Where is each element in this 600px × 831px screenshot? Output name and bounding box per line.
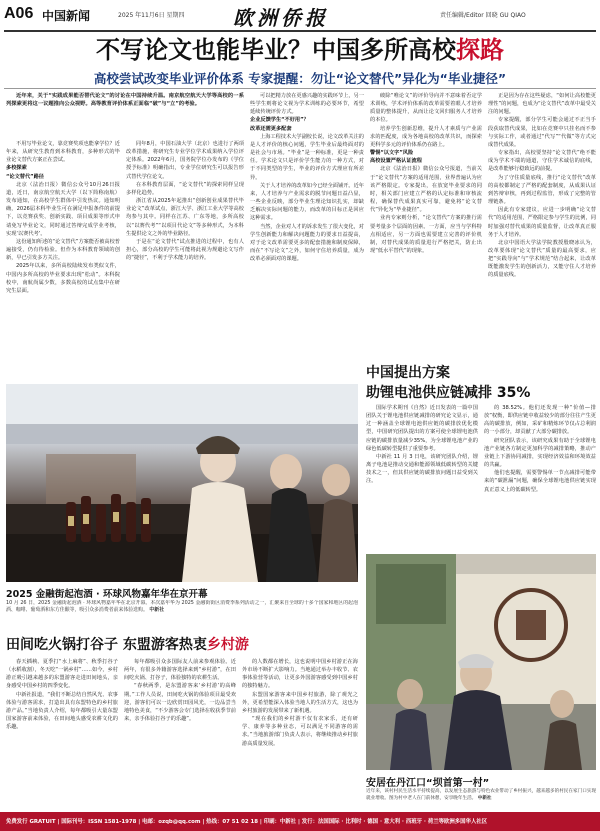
paragraph: 2025年以来，多所高校陆续发布类似文件，中国内多所高校的毕业要求出现“松动”。本科院校中，南航尚属少数，多数高校的试点集中在研究生层面。	[6, 263, 120, 294]
paragraph: 的人数都在增长，这也说明中国乡村游正在海外市场不断扩大影响力。当地通过举办丰收节、农事体验营等活动，让更多外国游客感受到中国乡村的独特魅力。	[242, 659, 358, 690]
lead-column-4	[370, 92, 482, 376]
battery-headline-2: 助锂电池供应链减排 35%	[366, 385, 531, 401]
battery-column-2	[484, 404, 596, 550]
page-number: A06	[4, 5, 34, 22]
footer-bar	[0, 812, 600, 831]
photo-credit: 中新社	[477, 796, 492, 801]
caption-text: 近年来，该村村民生活水平持续提高，以发展生态旅游与特色农业带动了乡村振兴，越来越多的村民在家门口实现就业增收。图为村中老人在门前休憩，安享晚年生活。	[366, 789, 596, 801]
editor-credit: 责任编辑/Editor 回晓 GU QIAO	[440, 12, 526, 19]
paragraph: 在本科教育层面，“论文替代”的探索同样呈现多样化趋势。	[126, 181, 244, 196]
battery-column-1	[366, 404, 478, 550]
village-title: 安居在丹江口“坝首第一村”	[366, 778, 490, 789]
hotpot-headline	[6, 636, 358, 654]
headline-main: 田间吃火锅打谷子 东盟游客热衷	[6, 637, 207, 653]
subhead: 高校设置严格认证流程	[370, 158, 422, 165]
paragraph: 每年都吸引众多国际友人前来参观体验。近两年，有很多外籍游客选择来到“乡村游”，在田间吃火锅、打谷子，体验独特的农耕生活。	[124, 659, 236, 682]
paragraph: 为了守住质量底线，推行“论文替代”改革的高校都制定了严格的配套制度，从成果认证到答辩审核，再到过程监管，形成了完整的管理链条。	[488, 174, 596, 206]
paragraph: 他们也提醒，需要警惕单一节点减排可能带来的“碳泄漏”问题，确保全球锂电池供应链实现真正意义上的低碳转型。	[484, 470, 596, 493]
lead-column-5	[488, 92, 596, 354]
issue-date: 2025 年11月6日 星期四	[118, 12, 185, 19]
paragraph: 国际学术期刊《自然》近日发表的一篇中国团队关于锂电池供应链减排的研究论文显示，通过一种涵盖全球锂电池供应链的碳排放优化模型，中国研究团队提出的方案可使全球锂电池供应链的碳排放量减少35%，为全球锂电池产业的绿色低碳转型提供了重要参考。	[366, 405, 478, 452]
wine-fair-caption	[6, 600, 358, 630]
hotpot-column-3	[242, 658, 358, 806]
lead-subhead: 高校尝试改变毕业评价体系 专家提醒：勿让“论文替代”异化为“毕业捷径”	[93, 71, 507, 86]
wine-fair-photo	[6, 384, 358, 582]
paragraph: 的 38.52%。他们还发现一种“价值—排放”权衡，即供应链中收益较少的部分往往产生更高的碳排放，例如，采矿和精炼环节仅占总利润的一小部分，却贡献了大部分碳排放。	[484, 405, 596, 436]
headline-highlight: 探路	[456, 36, 504, 64]
paragraph: 业内专家则分析，“论文替代”方案的推行需要考量多个层面的因素。一方面，应当与学科特点相适应，另一方面也需要建立完善的评价机制，对替代成果的质量进行严格把关，防止出现“低水平替代”的现象。	[370, 215, 482, 254]
paragraph: 专家指出，高校要坚持“论文替代”绝不能成为学术不端的通道，守住学术诚信的底线，是改革能够行稳致远的前提。	[488, 150, 596, 173]
village-caption	[366, 788, 596, 810]
hotpot-column-2	[124, 658, 236, 806]
subhead: “论文替代”路径	[6, 173, 44, 180]
lead-headline	[4, 36, 596, 64]
paragraph: 中新社报道，“我们不断总结自然风光、农事体验与游客需求，打造出具有东盟特色的乡村旅游产品。”当地负责人介绍，每年都吸引大量东盟国家游客前来体验，在田间地头感受农耕文化的乐趣。	[6, 691, 118, 731]
photo-credit: 中新社	[149, 607, 165, 614]
paragraph: 北京《法治日报》微信公众号报道，当前关于“论文替代”方案的适用范围，业界普遍认为应该严格限定。专家提出，在放宽毕业要求的同时，相关部门应建立严格的认定标准和审核流程，确保替代成果真实可靠，避免将“论文替代”异化为“毕业捷径”。	[370, 166, 482, 214]
village-illustration	[366, 554, 596, 770]
paragraph: 不用写毕业论文，靠竞赛奖项也能拿学位？近年来，从研究生教育到本科教育，多种形式的毕业论文替代方案正在尝试。	[6, 141, 120, 164]
headline-highlight: 乡村游	[206, 637, 249, 653]
paragraph: 专家提醒，部分学生可能会通过不正当手段获取替代成果，比如在竞赛中只挂名而不参与实际工作，或者通过“代写”“代做”等方式完成替代成果。	[488, 117, 596, 148]
paragraph: 破除“唯论文”的评价导向并不意味着否定学术训练，学术评价体系的改革需要着眼人才培养质量的整体提升，从而让论文回归服务人才培养的本位。	[370, 93, 482, 124]
hotpot-column-1	[6, 658, 118, 806]
paragraph: 东盟国家游客来中国乡村旅游，除了观光之外，更希望能深入体验当地人的生活方式，这也为乡村旅游的发展带来了新机遇。	[242, 691, 358, 714]
lead-column-2	[126, 140, 244, 376]
intro-text: 近年来，关于“实践成果能否替代论文”的讨论在中国持续升温。南京航空航天大学等高校的一系列探索更将这一议题推向公众视野。高等教育评价体系正面临“破”与“立”的考验。	[6, 93, 244, 108]
paragraph: 中新社 11 月 3 日电，该研究团队介绍，锂离子电池是推动交通和能源领域低碳转型的关键技术之一，但其供应链的碳排放问题日益受到关注。	[366, 453, 478, 485]
paragraph: 同年8月，中国石油大学（北京）也进行了两项改革措施，将研究生专业学位学术成果纳入学位评定体系。2022年6月，国务院学位办发布的《学位授予标准》明确指出，专业学位研究生可以报告形式替代学位论文。	[126, 141, 244, 180]
caption-text: 10 月 26 日，2025 金融街起泡酒 · 环球风物嘉年华在北京开幕。本次嘉年华为 2025 金融街街区消费季系列活动之一，汇聚来自全球的十多个国家和地区的起泡酒、咖啡、葡萄酒和东方佳酿等，吸引众多消费者前来体验选购。	[6, 600, 358, 614]
lead-column-1	[6, 140, 120, 376]
paragraph: 培养学生创新思维，提升人才素质与产业需求的匹配度，成为各地高校的改革共识，而探索更科学多元的评价体系仍在路上。	[370, 125, 482, 148]
brand-logo: 欧洲侨报	[233, 6, 329, 30]
subhead: 警惕“以文字”风险	[370, 150, 414, 157]
wine-fair-title: 2025 金融街起泡酒 · 环球风物嘉年华在京开幕	[6, 589, 208, 600]
section-title: 中国新闻	[42, 9, 91, 23]
paragraph: 正是因为存在这些疑虑，“如何让高校能更理性”的问题，也成为“论文替代”改革中最受关注的问题。	[488, 93, 596, 116]
paragraph: 春天插秧、夏季打“水上麻将”、秋季打谷子（水稻收割），冬天吃“一锅乡村”……如今，乡村游正吸引越来越多的东盟游客走进田间地头，亲身感受中国乡村的四季变化。	[6, 659, 118, 690]
paragraph: 北京（法治日报）微信公众号10月26日报道，近日，南京航空航天大学（以下简称南航）发布通知，在高校学生群体中引发热议。通知明确，2026届本科毕业生可在满足申报条件的前提下，以竞赛获奖、创新实践、项目成果等形式申请免写毕业论文，同时通过答辩完成学业考核，实现‘以赛代考’。	[6, 181, 120, 237]
paragraph: 于是在“论文替代”试点推进的过程中，也有人担心，部分高校的学生可能将此视为规避论文写作的“捷径”，不利于学术能力的培养。	[126, 238, 244, 262]
paragraph: 因此有专家建议，应进一步明确“论文替代”的适用范围，严格限定参与学生的比例，同时加强对替代成果的质量监督，让改革真正服务于人才培养。	[488, 207, 596, 238]
paragraph: 这份通知所述的“论文替代”方案能否被高校普遍接受，仍有待检验。但作为本科教育领域的创新，早已引发多方关注。	[6, 238, 120, 262]
paragraph: 浙江省从2025年起推出“创新创业成果替代毕业论文”改革试点，浙江大学、浙江工业大学等高校均参与其中。同样在江苏、广东等地，多所高校以“以赛代考”“以项目代论文”等多种形式，为本科生提供论文之外的毕业路径。	[126, 198, 244, 237]
subhead-rule	[4, 88, 596, 89]
paragraph: 上海工程技术大学副校长说，论文改革关注的是人才评价的核心问题，学生毕业后最终面对的是社会与市场。“毕业”是一种标准，更是一种责任。学术论文只是评价学生能力的一种方式，对于不同类型的学生，毕业的评价方式理应有所差异。	[250, 133, 364, 181]
lead-column-3	[250, 92, 364, 376]
paragraph: “春秋两季，是东盟游客来‘乡村游’的高峰期。”工作人员说，田间吃火锅的体验项目最受欢迎，游客们可以一边欣赏田园风光，一边品尝当地特色美食，“不少游客会专门选择在收获季节前来，亲手体验打谷子的乐趣”。	[124, 683, 236, 723]
subhead: 改革还需更多配套	[250, 125, 292, 132]
wine-fair-illustration	[6, 384, 358, 582]
paragraph: 可以把精力放在更感兴趣的实践环节上，另一些学生则将论文视为学术训练的必要环节，希望延续传统评价方式。	[250, 93, 364, 116]
headline-main: 不写论文也能毕业？中国多所高校	[96, 36, 456, 64]
masthead-rule	[4, 30, 596, 32]
village-photo	[366, 554, 596, 770]
battery-headline-1: 中国提出方案	[366, 365, 450, 381]
paragraph: “现在我们的乡村游不仅有农家乐，还有研学、康养等多种业态，可以满足不同游客的需求。”当地旅游部门负责人表示，将继续推动乡村旅游高质量发展。	[242, 716, 358, 747]
paragraph: 北京中国语大学法学院教授殷晓冰认为，改革要体现“论文替代”质量的最高要求，应把“实践导向”与“学术规范”结合起来，让改革既能激发学生的创新活力，又能守住人才培养的质量底线。	[488, 239, 596, 279]
footer-text: 免费发行 GRATUIT | 国际刊号：ISSN 1581-1978 | 电邮：ozqb@qq.com | 热线：07 51 02 18 | 印刷：中新社 | 发行：法国国际 · 比利时 · 德国 · 意大利 · 西班牙 · 荷兰等欧洲多国华人社区	[6, 819, 488, 825]
paragraph: 当然，企业对人才的诉求发生了很大变化，对学生创新能力和解决问题能力的要求日益提高，对于论文改革需要更多的配套措施和制度保障，而在“不写论文”之外，如何守住培养质量，成为改革必须面对的课题。	[250, 223, 364, 263]
lead-intro	[6, 92, 244, 136]
paragraph: 关于人才培养的改革如今已经全面铺开。近年来，人才培养与产业需求的脱节问题日益凸显，一些企业反映，部分毕业生理论知识扎实，却缺乏解决实际问题的能力，而改革的目标正是回应这种需求。	[250, 182, 364, 222]
subhead: 多校探索	[6, 165, 27, 172]
paragraph: 研究团队表示，该研究成果有助于全球锂电池产业链各方制定更加科学的减排策略，推动产业链上下游协同减排，实现经济效益和环境效益的共赢。	[484, 437, 596, 469]
subhead: 企业反馈学生“不好用”？	[250, 117, 309, 124]
